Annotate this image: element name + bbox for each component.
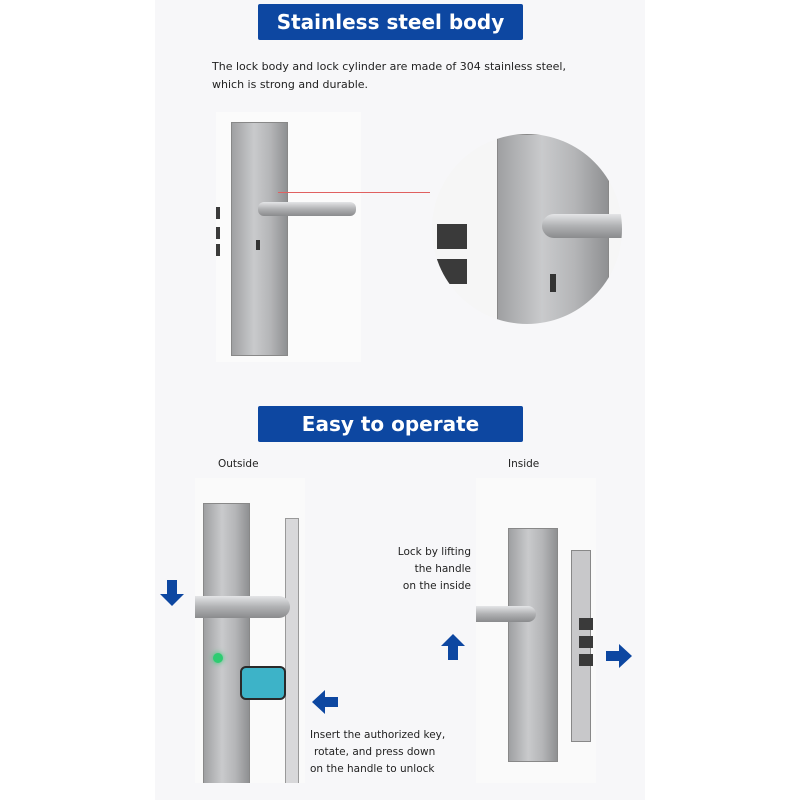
section-title-operate: Easy to operate — [258, 406, 523, 442]
lock-line-2: the handle — [414, 563, 471, 575]
door-edge-strip — [285, 518, 299, 783]
unlock-line-3: on the handle to unlock — [310, 763, 435, 775]
lock-bolt — [437, 224, 467, 249]
arrow-left-icon — [310, 687, 340, 717]
unlock-line-1: Insert the authorized key, — [310, 729, 446, 741]
arrow-down-icon — [157, 578, 187, 608]
unlock-instructions — [310, 727, 445, 778]
lock-bolt — [579, 654, 593, 666]
outside-label: Outside — [218, 458, 259, 470]
key-fob — [240, 666, 286, 700]
inside-label: Inside — [508, 458, 540, 470]
lock-handle — [258, 202, 356, 216]
lock-line-3: on the inside — [402, 580, 471, 592]
zoom-detail-circle — [432, 134, 622, 324]
lock-front-photo — [216, 112, 361, 362]
unlock-line-2: rotate, and press down — [314, 746, 436, 758]
lock-line-1: Lock by lifting — [397, 546, 471, 558]
key-slot — [256, 240, 260, 250]
arrow-up-icon — [438, 632, 468, 662]
lock-bolt — [579, 618, 593, 630]
inside-handle — [476, 606, 536, 622]
lock-bolt — [216, 227, 220, 239]
lock-handle-zoom — [542, 214, 622, 238]
lock-bolt — [216, 207, 220, 219]
lock-bolt — [437, 259, 467, 284]
lock-bolt — [216, 244, 220, 256]
section-title-stainless: Stainless steel body — [258, 4, 523, 40]
zoom-pointer-line — [278, 192, 430, 193]
outside-plate — [203, 503, 250, 783]
inside-plate — [508, 528, 558, 762]
description-line-2: which is strong and durable. — [212, 78, 369, 91]
inside-lock-photo — [476, 478, 596, 783]
description-line-1: The lock body and lock cylinder are made of 304 stainless steel, — [212, 60, 566, 73]
key-slot-zoom — [550, 274, 556, 292]
outside-handle — [195, 596, 290, 618]
stainless-description — [212, 58, 592, 94]
lock-bolt — [579, 636, 593, 648]
lock-instructions — [393, 544, 471, 595]
arrow-right-icon — [604, 641, 634, 671]
indicator-light — [213, 653, 223, 663]
outside-lock-photo — [195, 478, 305, 783]
lock-plate — [231, 122, 288, 356]
